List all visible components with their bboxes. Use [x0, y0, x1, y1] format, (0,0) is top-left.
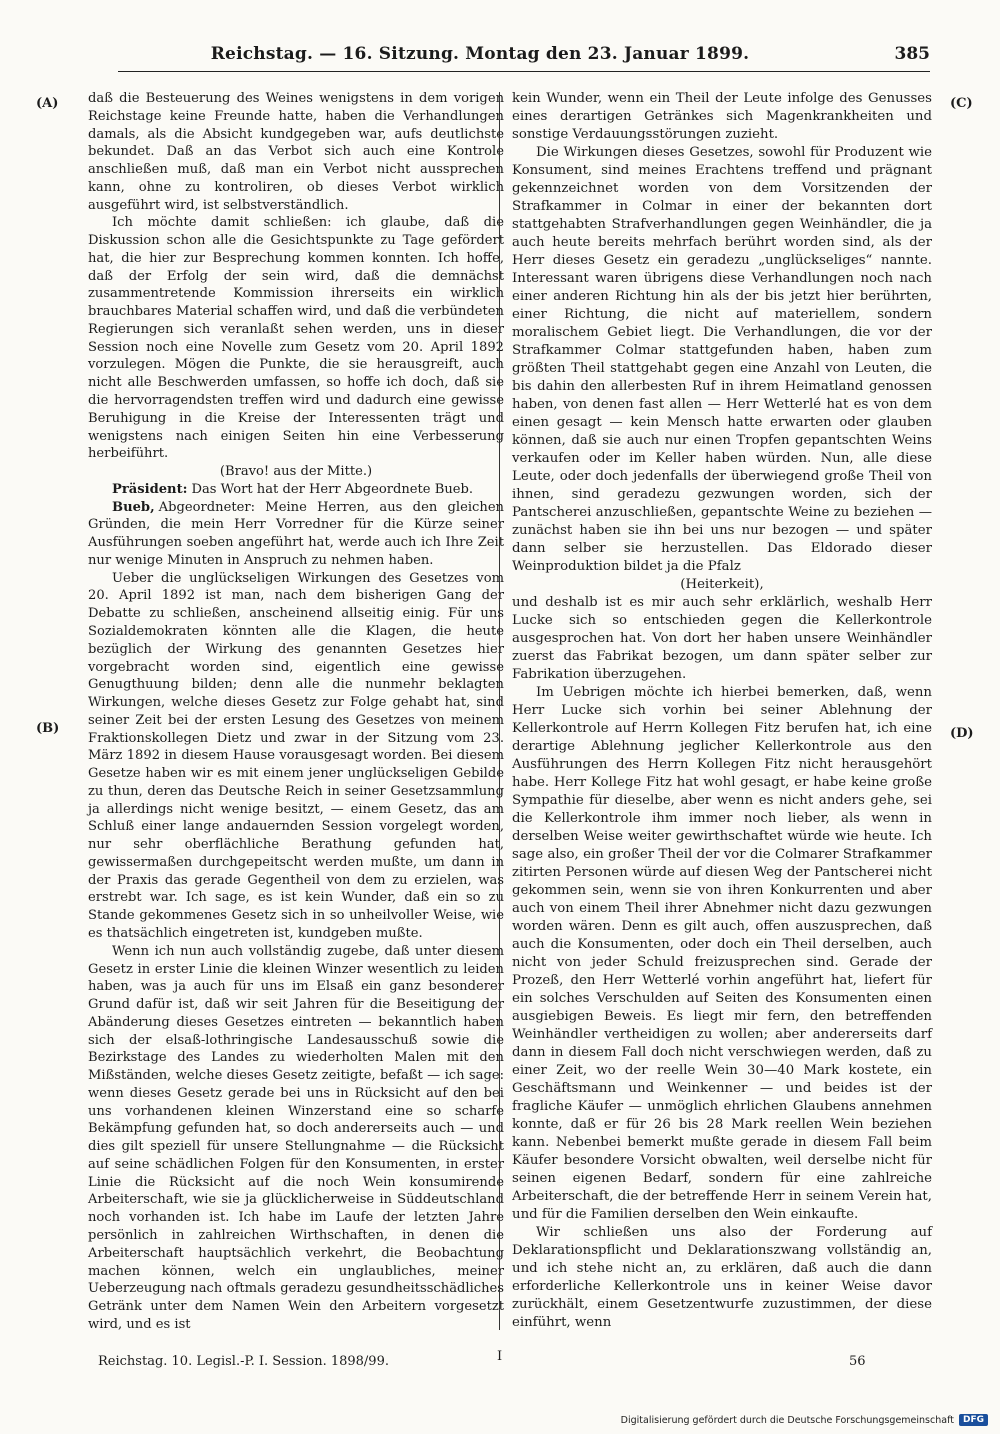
right-column	[512, 90, 932, 1332]
dfg-logo-icon: DFG	[959, 1414, 988, 1426]
paragraph: Wir schließen uns also der Forderung auf Deklarationspflicht und Deklarationszwang vollständig an, und ich stehe nicht an, zu erklären, daß auch die dann erforderliche Kellerkontrole uns in keiner Weise davor zurückhält, einem Gesetzentwurfe zuzustimmen, der diese einführt, wenn	[512, 1225, 932, 1330]
digitization-credit	[621, 1414, 988, 1426]
president-statement	[88, 481, 504, 499]
paragraph: kein Wunder, wenn ein Theil der Leute infolge des Genusses eines derartigen Getränkes sich Magenkrankheiten und sonstige Verdauungsstörungen zuzieht.	[512, 91, 932, 142]
margin-marker-d: (D)	[950, 726, 974, 741]
footer-citation: Reichstag. 10. Legisl.-P. I. Session. 1898/99.	[98, 1354, 389, 1369]
margin-marker-b: (B)	[36, 721, 60, 736]
paragraph: Die Wirkungen dieses Gesetzes, sowohl für Produzent wie Konsument, sind meines Erachtens treffend und prägnant gekennzeichnet worden von dem Vorsitzenden der Strafkammer in Colmar in einer der bekannten dort stattgehabten Strafverhandlungen gegen Weinhändler, die ja auch heute bereits mehrfach berührt worden sind, als der Herr dieses Gesetz ein geradezu „unglückseliges“ nannte. Interessant waren übrigens diese Verhandlungen noch nach einer anderen Richtung hin als der bis jetzt hier berührten, einer Richtung, die nicht auf materiellem, sondern moralischem Gebiet liegt. Die Verhandlungen, die vor der Strafkammer Colmar stattgefunden haben, haben zum größten Theil stattgehabt gegen eine Anzahl von Leuten, die bis dahin den allerbesten Ruf in ihrem Heimatland genossen haben, von denen fast allen — Herr Wetterlé hat es von dem einen gesagt — kein Mensch hatte erwarten oder glauben können, daß sie auch nur einen Tropfen gepantschten Weins verkaufen oder im Keller haben würden. Nun, alle diese Leute, oder doch jedenfalls der überwiegend große Theil von ihnen, sind geradezu gezwungen worden, sich der Pantscherei anzuschließen, gepantschte Weine zu beziehen — zunächst haben sie ihn bei uns nur bezogen — und später dann selber sie herzustellen. Das Eldorado dieser Weinproduktion bildet ja die Pfalz	[512, 145, 932, 574]
paragraph: Ueber die unglückseligen Wirkungen des Gesetzes vom 20. April 1892 ist man, nach dem bisherigen Gang der Debatte zu schließen, anscheinend allseitig einig. Für uns Sozialdemokraten könnten alle die Klagen, die heute bezüglich der Wirkung des genannten Gesetzes hier vorgebracht worden sind, eigentlich eine gewisse Genugthuung bilden; denn alle die nunmehr beklagten Wirkungen, welche dieses Gesetz zur Folge gehabt hat, sind seiner Zeit bei der ersten Lesung des Gesetzes von meinem Fraktionskollegen Dietz und zwar in der Sitzung vom 23. März 1892 in diesem Hause vorausgesagt worden. Bei diesem Gesetze haben wir es mit einem jener unglückseligen Gebilde zu thun, deren das Deutsche Reich in seiner Gesetzsammlung ja allerdings nicht wenige besitzt, — einem Gesetz, das am Schluß einer lange andauernden Session vorgelegt worden, nur sehr oberflächliche Berathung gefunden hat, gewissermaßen durchgepeitscht werden mußte, um dann in der Praxis das gerade Gegentheil von dem zu erzielen, was erstrebt war. Ich sage, es ist kein Wunder, daß ein so zu Stande gekommenes Gesetz sich in so unheilvoller Weise, wie es thatsächlich eingetreten ist, kundgeben mußte.	[88, 570, 504, 941]
margin-marker-a: (A)	[36, 96, 59, 111]
paragraph: und deshalb ist es mir auch sehr erklärlich, weshalb Herr Lucke sich so entschieden gegen die Kellerkontrole ausgesprochen hat. Von dort her haben unsere Weinhändler zuerst das Fabrikat bezogen, um dann später selber zur Fabrikation überzugehen.	[512, 595, 932, 682]
page-header	[90, 44, 930, 74]
credit-text: Digitalisierung gefördert durch die Deutsche Forschungsgemeinschaft	[620, 1414, 954, 1426]
paragraph: Ich möchte damit schließen: ich glaube, daß die Diskussion schon alle die Gesichtspunkte zu Tage gefördert hat, die hier zur Besprechung kommen konnten. Ich hoffe, daß der Erfolg der sein wird, daß die demnächst zusammentretende Kommission ihrerseits ein wirklich brauchbares Material schaffen wird, und daß die verbündeten Regierungen sich veranlaßt sehen werden, uns in dieser Session noch eine Novelle zum Gesetz vom 20. April 1892 vorzulegen. Mögen die Punkte, die sie herausgreift, auch nicht alle Beschwerden umfassen, so hoffe ich doch, daß sie die hervorragendsten treffen wird und dadurch eine gewisse Beruhigung in die Kreise der Interessenten trägt und wenigstens nach einigen Seiten hin eine Verbesserung herbeiführt.	[88, 215, 504, 462]
column-divider	[499, 92, 500, 1330]
footer-signature: 56	[849, 1354, 866, 1369]
header-rule	[118, 71, 930, 72]
speaker-text: Abgeordneter: Meine Herren, aus den gleichen Gründen, die mein Herr Vorredner für die Kürze seiner Ausführungen soeben angeführt hat, werde auch ich Ihre Zeit nur wenige Minuten in Anspruch zu nehmen haben.	[88, 499, 504, 568]
interjection: (Heiterkeit),	[680, 577, 764, 592]
speaker-label: Bueb,	[112, 499, 155, 515]
president-text: Das Wort hat der Herr Abgeordnete Bueb.	[191, 481, 474, 497]
interjection: (Bravo! aus der Mitte.)	[219, 464, 373, 480]
running-head: Reichstag. — 16. Sitzung. Montag den 23. Januar 1899.	[210, 44, 750, 64]
left-column	[88, 90, 504, 1334]
footer-mark: I	[497, 1349, 503, 1364]
speaker-statement	[88, 499, 504, 570]
paragraph: Im Uebrigen möchte ich hierbei bemerken, daß, wenn Herr Lucke sich vorhin bei seiner Ablehnung der Kellerkontrole auf Herrn Kollegen Fitz berufen hat, ich eine derartige Ablehnung jeglicher Kellerkontrole aus den Ausführungen des Herrn Kollegen Fitz nicht herausgehört habe. Herr Kollege Fitz hat wohl gesagt, er habe keine große Sympathie für dieselbe, aber wenn es nicht anders gehe, sei die Kellerkontrole ihm immer noch lieber, als wenn in derselben Weise weiter gewirthschaftet würde wie heute. Ich sage also, ein großer Theil der vor die Colmarer Strafkammer zitirten Personen würde auf diesen Weg der Pantscherei nicht gekommen sein, wenn sie von ihren Konkurrenten und aber auch von einem Theil ihrer Abnehmer nicht dazu gezwungen worden wären. Denn es gilt auch, offen auszusprechen, daß auch die Konsumenten, oder doch ein Theil derselben, auch nicht von jeder Schuld freizusprechen sind. Gerade der Prozeß, den Herr Wetterlé vorhin angeführt hat, liefert für ein solches Verschulden auf Seiten des Konsumenten einen ausgiebigen Beweis. Es liegt mir fern, den betreffenden Weinhändler vertheidigen zu wollen; aber andererseits darf dann in diesem Fall doch nicht verschwiegen werden, daß zu einer Zeit, wo der reelle Wein 30—40 Mark kostete, ein Geschäftsmann und Weinkenner — und beides ist der fragliche Käufer — unmöglich ehrlichen Glaubens annehmen konnte, daß er für 26 bis 28 Mark reellen Wein beziehen kann. Nebenbei bemerkt mußte gerade in diesem Fall beim Käufer besondere Vorsicht obwalten, weil derselbe nicht für seinen eigenen Bedarf, sondern für eine zahlreiche Arbeiterschaft, die der betreffende Herr in seinem Verein hat, und für die Familien derselben den Wein einkaufte.	[512, 685, 932, 1222]
paragraph: daß die Besteuerung des Weines wenigstens in dem vorigen Reichstage keine Freunde hatte, haben die Verhandlungen damals, als die Absicht kundgegeben war, aufs deutlichste bekundet. Daß an das Verbot sich auch eine Kontrole anschließen muß, daß man ein Verbot nicht aussprechen kann, ohne zu kontroliren, ob dieses Verbot wirklich ausgeführt wird, ist selbstverständlich.	[88, 91, 504, 213]
president-label: Präsident:	[112, 481, 188, 497]
paragraph: Wenn ich nun auch vollständig zugebe, daß unter diesem Gesetz in erster Linie die kleinen Winzer wesentlich zu leiden haben, was ja auch für uns im Elsaß ein ganz besonderer Grund dafür ist, daß wir seit Jahren für die Beseitigung der Abänderung dieses Gesetzes eintreten — bekanntlich haben sich der elsaß-lothringische Landesausschuß sowie die Bezirkstage des Landes zu wiederholten Malen mit den Mißständen, welche dieses Gesetz zeitigte, befaßt — ich sage: wenn dieses Gesetz gerade bei uns in Rücksicht auf den bei uns vorhandenen kleinen Winzerstand eine so scharfe Bekämpfung gefunden hat, so doch andererseits auch — und dies gilt speziell für unsere Stellungnahme — die Rücksicht auf seine schädlichen Folgen für den Konsumenten, in erster Linie die Rücksicht auf die noch Wein konsumirende Arbeiterschaft, wie sie ja glücklicherweise in Süddeutschland noch vorhanden ist. Ich habe im Laufe der letzten Jahre persönlich in zahlreichen Wirthschaften, in denen die Arbeiterschaft hauptsächlich verkehrt, die Beobachtung machen können, welch ein unglaubliches, meiner Ueberzeugung nach oftmals geradezu gesundheitsschädliches Getränk unter dem Namen Wein den Arbeitern vorgesetzt wird, und es ist	[88, 943, 504, 1332]
page-number: 385	[894, 44, 930, 64]
margin-marker-c: (C)	[950, 96, 973, 111]
